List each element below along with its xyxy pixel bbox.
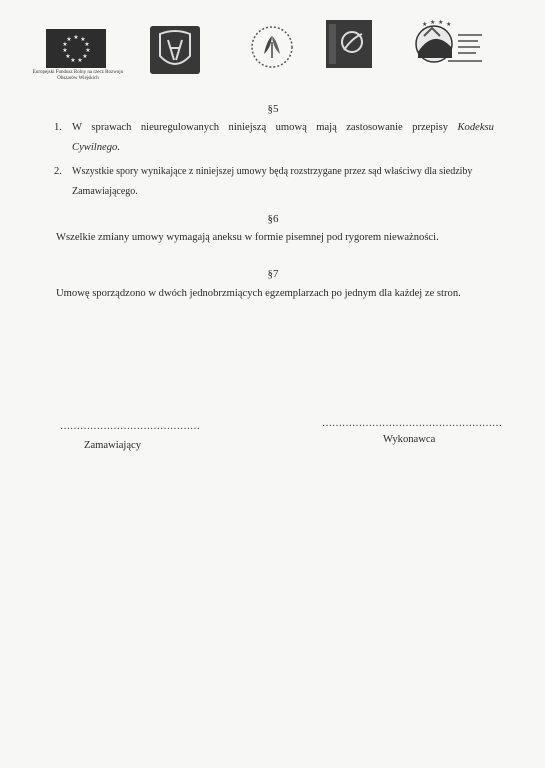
section-7-text: Umowę sporządzono w dwóch jednobrzmiących egzemplarzach po jednym dla każdej ze stron. (56, 288, 461, 299)
svg-text:★: ★ (65, 54, 71, 60)
right-signature-line: ……………………………………………… (322, 418, 502, 429)
svg-text:★: ★ (66, 37, 72, 43)
svg-text:★: ★ (80, 37, 86, 43)
svg-text:★: ★ (84, 42, 90, 48)
section-6-text: Wszelkie zmiany umowy wymagają aneksu w formie pisemnej pod rygorem nieważności. (56, 232, 439, 243)
svg-text:★: ★ (62, 42, 68, 48)
eu-fund-caption: Europejski Fundusz Rolny na rzecz Rozwoju Obszarów Wiejskich (32, 70, 124, 81)
section-5-heading: §5 (267, 103, 279, 115)
eu-flag-icon (46, 29, 106, 68)
svg-text:★: ★ (77, 58, 83, 64)
item-1-word: W (72, 122, 82, 133)
item-1-line-1 (72, 118, 494, 138)
item-2-line-1: Wszystkie spory wynikające z niniejszej umowy będą rozstrzygane przez sąd właściwy dla siedziby (72, 166, 473, 177)
item-1-word: przepisy (412, 122, 449, 133)
svg-text:★: ★ (430, 20, 436, 26)
svg-text:★: ★ (438, 20, 444, 26)
item-1-word: zastosowanie (346, 122, 403, 133)
item-1-number: 1. (54, 122, 62, 133)
section-6-heading: §6 (267, 213, 279, 225)
leader-icon (326, 20, 372, 68)
item-1-word: sprawach (91, 122, 132, 133)
svg-text:★: ★ (82, 54, 88, 60)
svg-text:★: ★ (73, 35, 79, 41)
svg-text:★: ★ (85, 48, 91, 54)
svg-text:★: ★ (446, 22, 452, 28)
svg-text:★: ★ (422, 22, 428, 28)
item-1-word: mają (316, 122, 337, 133)
item-1-word: umową (275, 122, 307, 133)
left-signature-label: Zamawiający (84, 440, 142, 451)
svg-text:★: ★ (62, 48, 68, 54)
item-1-word: nieuregulowanych (140, 122, 220, 133)
section-7-heading: §7 (267, 268, 279, 280)
lgd-ring-icon (247, 22, 297, 72)
coat-of-arms-icon (150, 26, 200, 74)
item-2-line-2: Zamawiającego. (72, 186, 138, 197)
item-1-line-2: Cywilnego. (72, 142, 120, 153)
prow-icon (412, 18, 490, 68)
item-1-word-italic: Kodeksu (457, 122, 494, 133)
right-signature-label: Wykonawca (383, 434, 436, 445)
left-signature-line: …………………………………… (60, 421, 200, 432)
item-1-word: niniejszą (228, 122, 267, 133)
svg-text:★: ★ (70, 58, 76, 64)
item-2-number: 2. (54, 166, 62, 177)
